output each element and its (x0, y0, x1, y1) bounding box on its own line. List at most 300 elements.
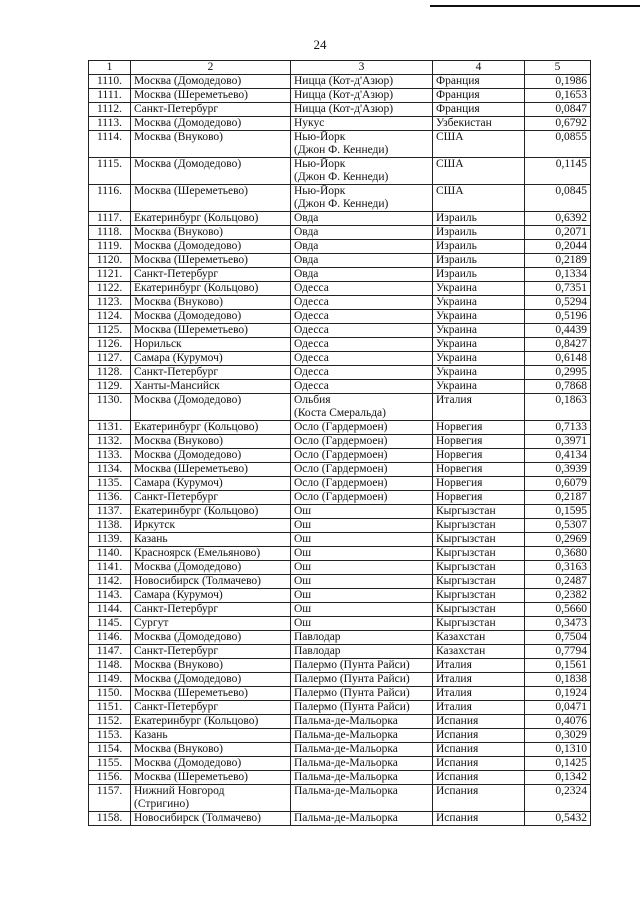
origin-airport: Москва (Внуково) (131, 296, 291, 310)
coefficient-value: 0,3680 (525, 547, 591, 561)
destination-airport: Овда (291, 268, 433, 282)
destination-airport: Нью-Йорк (Джон Ф. Кеннеди) (291, 131, 433, 158)
origin-airport: Москва (Шереметьево) (131, 687, 291, 701)
coefficient-value: 0,7351 (525, 282, 591, 296)
destination-airport: Палермо (Пунта Райси) (291, 687, 433, 701)
table-row (89, 659, 591, 673)
row-number: 1131. (89, 421, 131, 435)
coefficient-value: 0,5660 (525, 603, 591, 617)
row-number: 1146. (89, 631, 131, 645)
origin-airport: Екатеринбург (Кольцово) (131, 505, 291, 519)
destination-country: Норвегия (433, 463, 525, 477)
destination-country: Испания (433, 715, 525, 729)
origin-airport: Москва (Домодедово) (131, 240, 291, 254)
destination-airport: Ош (291, 589, 433, 603)
destination-airport: Одесса (291, 324, 433, 338)
coefficient-value: 0,6792 (525, 117, 591, 131)
coefficient-value: 0,1425 (525, 757, 591, 771)
row-number: 1148. (89, 659, 131, 673)
destination-country: Кыргызстан (433, 589, 525, 603)
row-number: 1116. (89, 185, 131, 212)
table-row (89, 701, 591, 715)
destination-airport: Павлодар (291, 645, 433, 659)
row-number: 1118. (89, 226, 131, 240)
coefficient-value: 0,2044 (525, 240, 591, 254)
destination-airport: Ош (291, 505, 433, 519)
row-number: 1138. (89, 519, 131, 533)
coefficient-value: 0,2487 (525, 575, 591, 589)
destination-airport: Овда (291, 254, 433, 268)
coefficient-value: 0,1924 (525, 687, 591, 701)
destination-country: Испания (433, 771, 525, 785)
origin-airport: Норильск (131, 338, 291, 352)
coefficient-value: 0,2187 (525, 491, 591, 505)
row-number: 1133. (89, 449, 131, 463)
destination-airport: Ош (291, 519, 433, 533)
destination-country: Франция (433, 103, 525, 117)
table-row (89, 352, 591, 366)
coefficient-value: 0,1145 (525, 158, 591, 185)
row-number: 1115. (89, 158, 131, 185)
table-row (89, 103, 591, 117)
table-row (89, 673, 591, 687)
destination-airport: Нью-Йорк (Джон Ф. Кеннеди) (291, 158, 433, 185)
coefficient-value: 0,1838 (525, 673, 591, 687)
table-row (89, 505, 591, 519)
row-number: 1140. (89, 547, 131, 561)
row-number: 1154. (89, 743, 131, 757)
coefficient-value: 0,5432 (525, 812, 591, 826)
origin-airport: Екатеринбург (Кольцово) (131, 282, 291, 296)
coefficient-value: 0,1653 (525, 89, 591, 103)
destination-country: Израиль (433, 254, 525, 268)
row-number: 1125. (89, 324, 131, 338)
origin-airport: Новосибирск (Толмачево) (131, 575, 291, 589)
destination-country: Украина (433, 310, 525, 324)
destination-country: Кыргызстан (433, 561, 525, 575)
destination-airport: Осло (Гардермоен) (291, 477, 433, 491)
coefficient-value: 0,5294 (525, 296, 591, 310)
row-number: 1114. (89, 131, 131, 158)
coefficient-value: 0,4134 (525, 449, 591, 463)
row-number: 1117. (89, 212, 131, 226)
table-row (89, 449, 591, 463)
row-number: 1111. (89, 89, 131, 103)
row-number: 1120. (89, 254, 131, 268)
destination-airport: Пальма-де-Мальорка (291, 771, 433, 785)
table-row (89, 491, 591, 505)
row-number: 1126. (89, 338, 131, 352)
table-row (89, 785, 591, 812)
destination-country: Украина (433, 352, 525, 366)
page-edge-line (430, 5, 640, 7)
destination-country: Украина (433, 324, 525, 338)
coefficient-value: 0,2071 (525, 226, 591, 240)
table-row (89, 519, 591, 533)
row-number: 1137. (89, 505, 131, 519)
coefficient-value: 0,7794 (525, 645, 591, 659)
destination-country: Кыргызстан (433, 617, 525, 631)
row-number: 1136. (89, 491, 131, 505)
origin-airport: Москва (Шереметьево) (131, 254, 291, 268)
column-header-number: 1 (89, 61, 131, 75)
destination-airport: Палермо (Пунта Райси) (291, 673, 433, 687)
table-row (89, 589, 591, 603)
coefficient-value: 0,2995 (525, 366, 591, 380)
destination-country: Норвегия (433, 435, 525, 449)
coefficient-value: 0,3971 (525, 435, 591, 449)
destination-airport: Осло (Гардермоен) (291, 435, 433, 449)
coefficient-value: 0,0855 (525, 131, 591, 158)
destination-airport: Овда (291, 240, 433, 254)
table-row (89, 310, 591, 324)
table-row (89, 687, 591, 701)
destination-airport: Осло (Гардермоен) (291, 463, 433, 477)
destination-country: Кыргызстан (433, 519, 525, 533)
table-row (89, 561, 591, 575)
table-row (89, 226, 591, 240)
coefficient-value: 0,6079 (525, 477, 591, 491)
table-row (89, 117, 591, 131)
origin-airport: Москва (Домодедово) (131, 394, 291, 421)
origin-airport: Москва (Шереметьево) (131, 89, 291, 103)
row-number: 1123. (89, 296, 131, 310)
destination-airport: Овда (291, 226, 433, 240)
destination-airport: Пальма-де-Мальорка (291, 812, 433, 826)
coefficient-value: 0,8427 (525, 338, 591, 352)
origin-airport: Самара (Курумоч) (131, 477, 291, 491)
row-number: 1144. (89, 603, 131, 617)
row-number: 1119. (89, 240, 131, 254)
table-row (89, 603, 591, 617)
destination-airport: Ош (291, 603, 433, 617)
destination-country: Италия (433, 673, 525, 687)
destination-country: Казахстан (433, 645, 525, 659)
origin-airport: Москва (Шереметьево) (131, 463, 291, 477)
table-row (89, 158, 591, 185)
column-header-destination: 3 (291, 61, 433, 75)
coefficient-value: 0,4076 (525, 715, 591, 729)
table-row (89, 254, 591, 268)
table-row (89, 185, 591, 212)
row-number: 1147. (89, 645, 131, 659)
row-number: 1158. (89, 812, 131, 826)
destination-country: Норвегия (433, 421, 525, 435)
origin-airport: Москва (Внуково) (131, 743, 291, 757)
origin-airport: Иркутск (131, 519, 291, 533)
coefficient-value: 0,5196 (525, 310, 591, 324)
coefficient-value: 0,7133 (525, 421, 591, 435)
row-number: 1156. (89, 771, 131, 785)
row-number: 1128. (89, 366, 131, 380)
origin-airport: Москва (Домодедово) (131, 673, 291, 687)
coefficient-value: 0,3939 (525, 463, 591, 477)
destination-airport: Пальма-де-Мальорка (291, 743, 433, 757)
origin-airport: Новосибирск (Толмачево) (131, 812, 291, 826)
destination-airport: Нукус (291, 117, 433, 131)
row-number: 1135. (89, 477, 131, 491)
coefficient-value: 0,7504 (525, 631, 591, 645)
coefficient-value: 0,1561 (525, 659, 591, 673)
origin-airport: Ханты-Мансийск (131, 380, 291, 394)
row-number: 1112. (89, 103, 131, 117)
destination-country: США (433, 158, 525, 185)
destination-country: Израиль (433, 212, 525, 226)
coefficient-value: 0,3473 (525, 617, 591, 631)
origin-airport: Москва (Внуково) (131, 435, 291, 449)
destination-country: Кыргызстан (433, 603, 525, 617)
row-number: 1122. (89, 282, 131, 296)
origin-airport: Москва (Внуково) (131, 659, 291, 673)
origin-airport: Сургут (131, 617, 291, 631)
destination-airport: Ош (291, 617, 433, 631)
page-number: 24 (313, 37, 327, 52)
table-row (89, 477, 591, 491)
destination-airport: Ош (291, 533, 433, 547)
origin-airport: Москва (Домодедово) (131, 449, 291, 463)
destination-country: Кыргызстан (433, 533, 525, 547)
destination-country: Кыргызстан (433, 505, 525, 519)
table-row (89, 131, 591, 158)
row-number: 1121. (89, 268, 131, 282)
origin-airport: Москва (Шереметьево) (131, 324, 291, 338)
destination-airport: Ницца (Кот-д'Азюр) (291, 103, 433, 117)
destination-airport: Овда (291, 212, 433, 226)
row-number: 1129. (89, 380, 131, 394)
table-row (89, 645, 591, 659)
table-row (89, 296, 591, 310)
destination-country: США (433, 131, 525, 158)
table-row (89, 366, 591, 380)
destination-country: Украина (433, 380, 525, 394)
destination-country: Испания (433, 812, 525, 826)
coefficient-value: 0,2324 (525, 785, 591, 812)
origin-airport: Нижний Новгород (Стригино) (131, 785, 291, 812)
coefficient-value: 0,7868 (525, 380, 591, 394)
table-row (89, 771, 591, 785)
coefficient-value: 0,0471 (525, 701, 591, 715)
destination-airport: Одесса (291, 338, 433, 352)
destination-country: Италия (433, 687, 525, 701)
header-row (89, 61, 591, 75)
destination-airport: Ош (291, 547, 433, 561)
origin-airport: Самара (Курумоч) (131, 352, 291, 366)
destination-airport: Ош (291, 561, 433, 575)
destination-country: Узбекистан (433, 117, 525, 131)
origin-airport: Екатеринбург (Кольцово) (131, 421, 291, 435)
coefficient-value: 0,3163 (525, 561, 591, 575)
origin-airport: Москва (Домодедово) (131, 310, 291, 324)
destination-country: Франция (433, 89, 525, 103)
origin-airport: Москва (Домодедово) (131, 561, 291, 575)
coefficient-value: 0,6392 (525, 212, 591, 226)
origin-airport: Москва (Домодедово) (131, 117, 291, 131)
destination-country: Испания (433, 743, 525, 757)
destination-airport: Пальма-де-Мальорка (291, 785, 433, 812)
table-row (89, 89, 591, 103)
table-body (89, 75, 591, 826)
destination-airport: Одесса (291, 380, 433, 394)
destination-airport: Ницца (Кот-д'Азюр) (291, 89, 433, 103)
coefficient-value: 0,1863 (525, 394, 591, 421)
coefficient-value: 0,1334 (525, 268, 591, 282)
row-number: 1155. (89, 757, 131, 771)
destination-airport: Одесса (291, 282, 433, 296)
table-row (89, 547, 591, 561)
destination-airport: Нью-Йорк (Джон Ф. Кеннеди) (291, 185, 433, 212)
row-number: 1142. (89, 575, 131, 589)
destination-airport: Одесса (291, 366, 433, 380)
destination-airport: Ольбия (Коста Смеральда) (291, 394, 433, 421)
row-number: 1141. (89, 561, 131, 575)
table-row (89, 743, 591, 757)
row-number: 1145. (89, 617, 131, 631)
destination-airport: Осло (Гардермоен) (291, 421, 433, 435)
routes-table (88, 60, 591, 826)
destination-country: Кыргызстан (433, 547, 525, 561)
coefficient-value: 0,0847 (525, 103, 591, 117)
table-row (89, 324, 591, 338)
destination-airport: Осло (Гардермоен) (291, 449, 433, 463)
table-row (89, 715, 591, 729)
table-row (89, 757, 591, 771)
row-number: 1150. (89, 687, 131, 701)
coefficient-value: 0,3029 (525, 729, 591, 743)
destination-country: Израиль (433, 240, 525, 254)
coefficient-value: 0,5307 (525, 519, 591, 533)
origin-airport: Екатеринбург (Кольцово) (131, 715, 291, 729)
origin-airport: Москва (Внуково) (131, 131, 291, 158)
destination-country: Испания (433, 757, 525, 771)
destination-airport: Пальма-де-Мальорка (291, 715, 433, 729)
destination-country: Израиль (433, 268, 525, 282)
destination-airport: Одесса (291, 296, 433, 310)
table-row (89, 617, 591, 631)
destination-country: Италия (433, 701, 525, 715)
coefficient-value: 0,1595 (525, 505, 591, 519)
destination-country: Украина (433, 366, 525, 380)
destination-country: Испания (433, 729, 525, 743)
row-number: 1153. (89, 729, 131, 743)
origin-airport: Самара (Курумоч) (131, 589, 291, 603)
origin-airport: Москва (Шереметьево) (131, 771, 291, 785)
row-number: 1152. (89, 715, 131, 729)
destination-country: Норвегия (433, 449, 525, 463)
column-header-value: 5 (525, 61, 591, 75)
table-row (89, 631, 591, 645)
row-number: 1130. (89, 394, 131, 421)
table-row (89, 533, 591, 547)
coefficient-value: 0,2969 (525, 533, 591, 547)
origin-airport: Екатеринбург (Кольцово) (131, 212, 291, 226)
table-row (89, 75, 591, 89)
origin-airport: Казань (131, 729, 291, 743)
origin-airport: Москва (Домодедово) (131, 158, 291, 185)
row-number: 1151. (89, 701, 131, 715)
destination-country: Украина (433, 338, 525, 352)
origin-airport: Москва (Домодедово) (131, 631, 291, 645)
destination-country: Норвегия (433, 491, 525, 505)
origin-airport: Казань (131, 533, 291, 547)
origin-airport: Санкт-Петербург (131, 603, 291, 617)
destination-country: США (433, 185, 525, 212)
origin-airport: Санкт-Петербург (131, 701, 291, 715)
table-row (89, 380, 591, 394)
column-header-origin: 2 (131, 61, 291, 75)
row-number: 1113. (89, 117, 131, 131)
table-row (89, 421, 591, 435)
coefficient-value: 0,0845 (525, 185, 591, 212)
destination-country: Норвегия (433, 477, 525, 491)
destination-country: Испания (433, 785, 525, 812)
destination-country: Украина (433, 282, 525, 296)
table-row (89, 394, 591, 421)
destination-country: Кыргызстан (433, 575, 525, 589)
destination-airport: Ош (291, 575, 433, 589)
destination-airport: Пальма-де-Мальорка (291, 757, 433, 771)
destination-airport: Палермо (Пунта Райси) (291, 701, 433, 715)
origin-airport: Москва (Домодедово) (131, 757, 291, 771)
table-row (89, 729, 591, 743)
origin-airport: Москва (Домодедово) (131, 75, 291, 89)
row-number: 1110. (89, 75, 131, 89)
origin-airport: Санкт-Петербург (131, 103, 291, 117)
origin-airport: Санкт-Петербург (131, 491, 291, 505)
origin-airport: Санкт-Петербург (131, 268, 291, 282)
origin-airport: Красноярск (Емельяново) (131, 547, 291, 561)
coefficient-value: 0,2189 (525, 254, 591, 268)
row-number: 1134. (89, 463, 131, 477)
coefficient-value: 0,6148 (525, 352, 591, 366)
destination-country: Израиль (433, 226, 525, 240)
table-row (89, 212, 591, 226)
table-row (89, 575, 591, 589)
destination-country: Украина (433, 296, 525, 310)
destination-airport: Павлодар (291, 631, 433, 645)
table-row (89, 338, 591, 352)
table-row (89, 240, 591, 254)
row-number: 1143. (89, 589, 131, 603)
row-number: 1149. (89, 673, 131, 687)
destination-airport: Ницца (Кот-д'Азюр) (291, 75, 433, 89)
table-row (89, 463, 591, 477)
coefficient-value: 0,1310 (525, 743, 591, 757)
row-number: 1139. (89, 533, 131, 547)
coefficient-value: 0,1342 (525, 771, 591, 785)
table-row (89, 268, 591, 282)
destination-airport: Палермо (Пунта Райси) (291, 659, 433, 673)
table-row (89, 282, 591, 296)
coefficient-value: 0,1986 (525, 75, 591, 89)
destination-airport: Одесса (291, 310, 433, 324)
destination-country: Франция (433, 75, 525, 89)
destination-country: Италия (433, 394, 525, 421)
destination-country: Италия (433, 659, 525, 673)
destination-airport: Осло (Гардермоен) (291, 491, 433, 505)
destination-country: Казахстан (433, 631, 525, 645)
row-number: 1157. (89, 785, 131, 812)
origin-airport: Санкт-Петербург (131, 645, 291, 659)
table-row (89, 812, 591, 826)
destination-airport: Пальма-де-Мальорка (291, 729, 433, 743)
coefficient-value: 0,2382 (525, 589, 591, 603)
destination-airport: Одесса (291, 352, 433, 366)
origin-airport: Москва (Шереметьево) (131, 185, 291, 212)
table-row (89, 435, 591, 449)
coefficient-value: 0,4439 (525, 324, 591, 338)
column-header-country: 4 (433, 61, 525, 75)
row-number: 1124. (89, 310, 131, 324)
